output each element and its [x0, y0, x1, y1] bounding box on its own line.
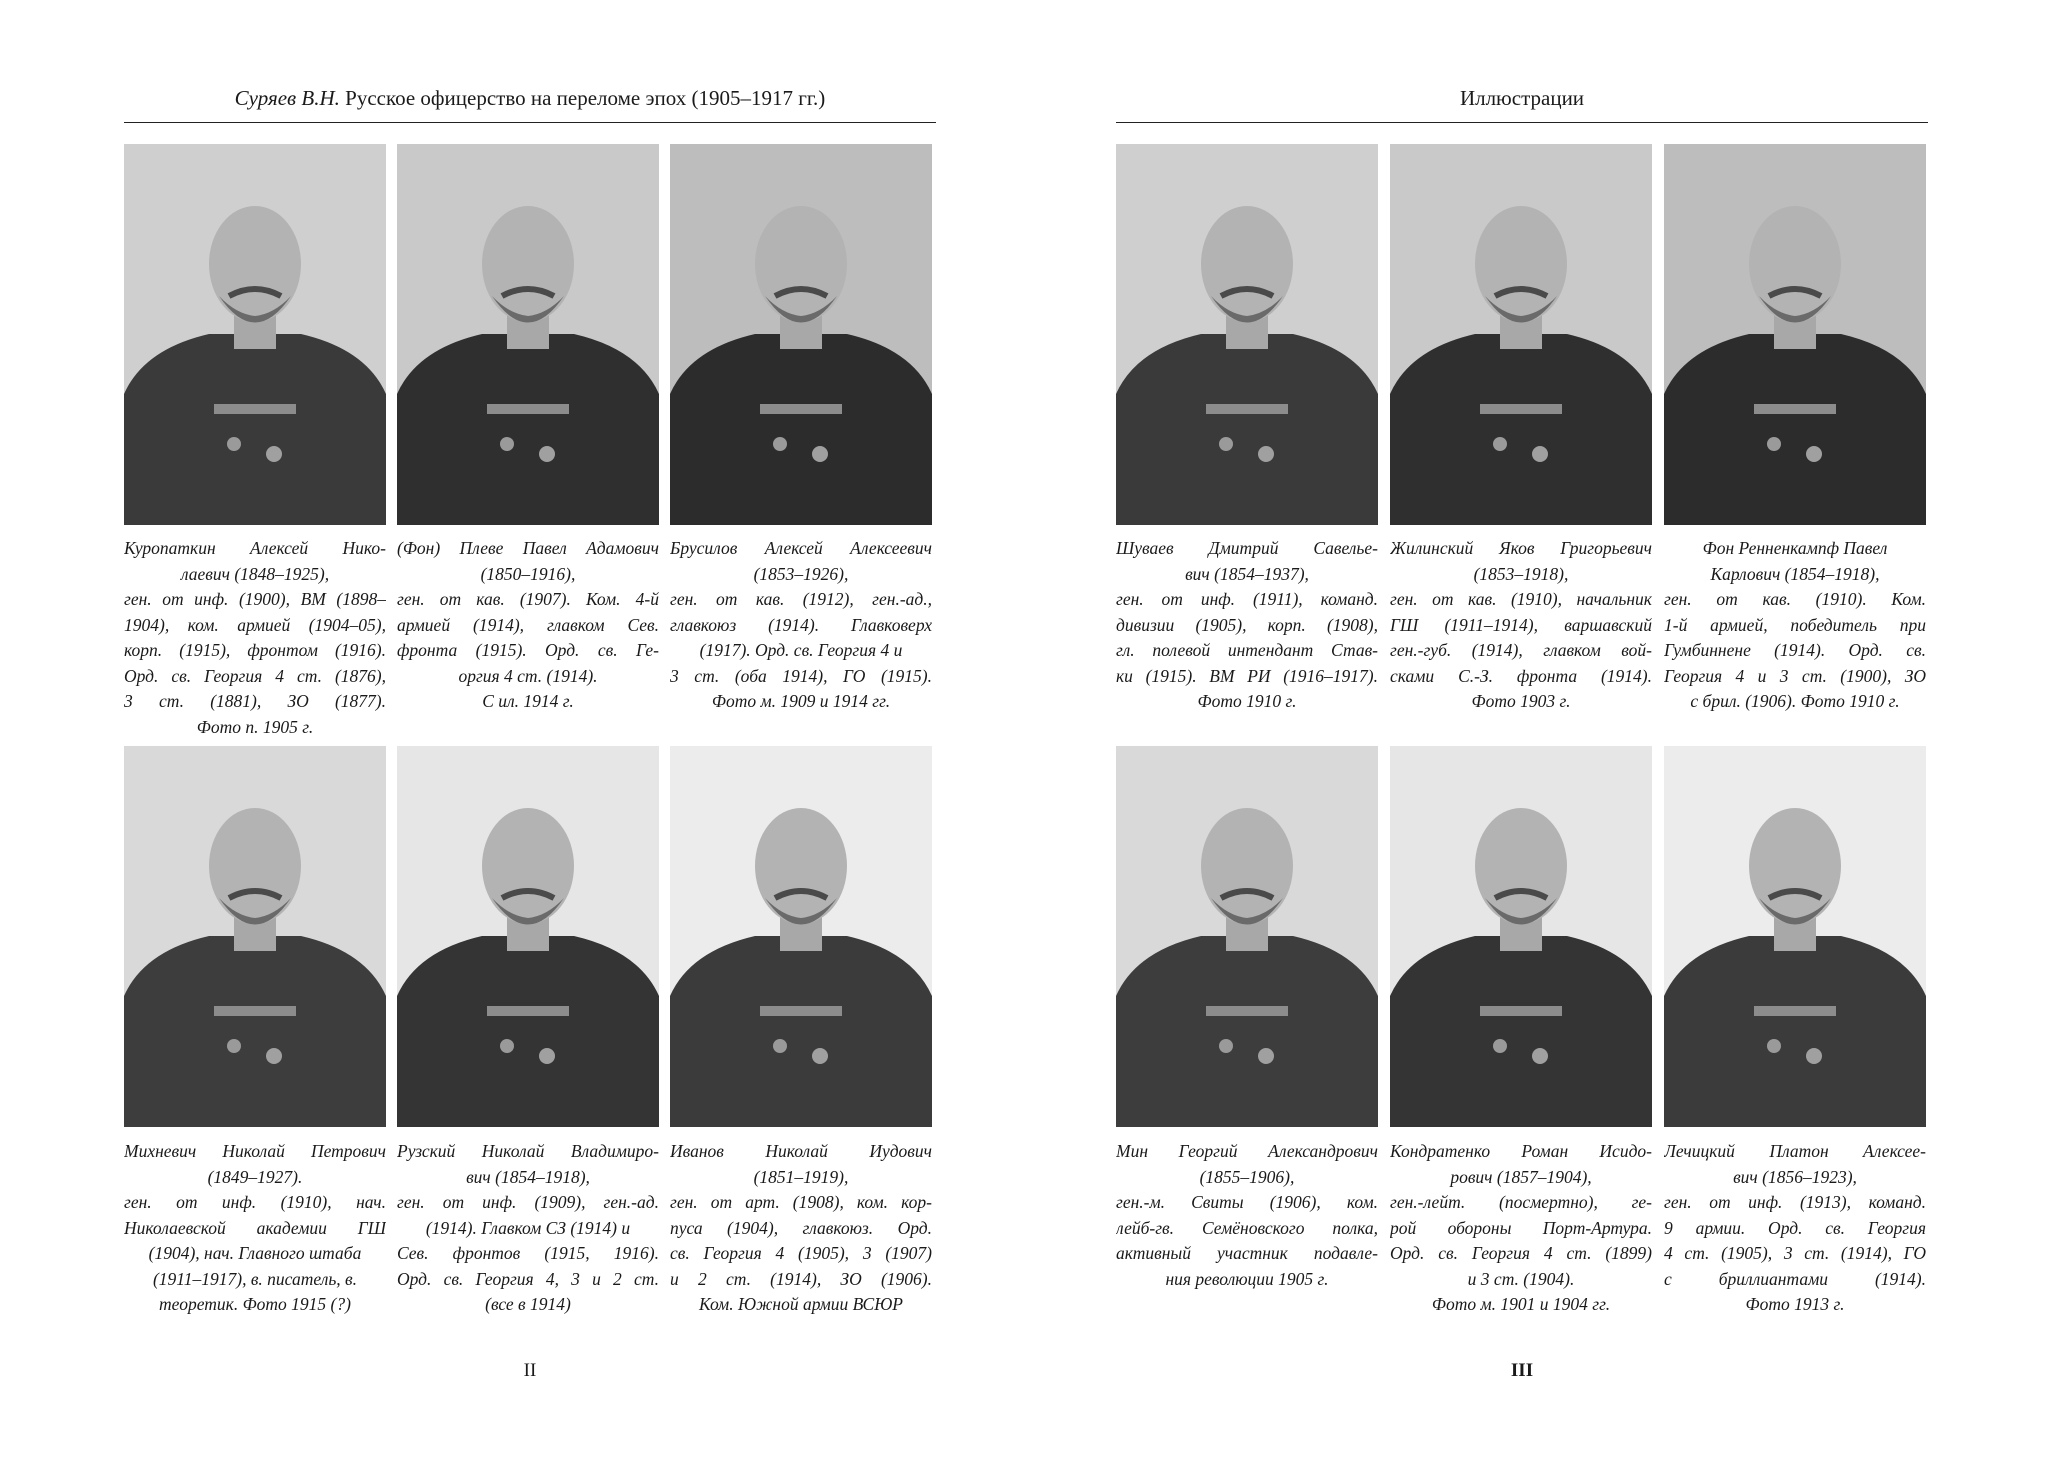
portrait-caption — [397, 536, 659, 715]
portrait-photo — [124, 746, 386, 1127]
caption-line: Рузский Николай Владимиро- — [397, 1141, 659, 1161]
header-rule — [1116, 122, 1928, 123]
caption-line: ген. от кав. (1910), начальник — [1390, 589, 1652, 609]
caption-line: Фото 1913 г. — [1745, 1294, 1845, 1314]
caption-line: ГШ (1911–1914), варшавский — [1390, 614, 1652, 635]
caption-line: Брусилов Алексей Алексеевич — [670, 538, 932, 558]
page-number: III — [1510, 1360, 1534, 1381]
caption-line: ген.-губ. (1914), главком вой- — [1390, 640, 1652, 660]
caption-line: Фон Ренненкампф Павел — [1702, 538, 1888, 558]
portrait-photo — [670, 746, 932, 1127]
caption-line: вич (1854–1937), — [1185, 563, 1309, 584]
caption-line: рович (1857–1904), — [1450, 1166, 1592, 1187]
caption-line: лаевич (1848–1925), — [180, 563, 330, 584]
caption-line: корп. (1915), фронтом (1916). — [124, 640, 386, 660]
caption-line: 1904), ком. армией (1904–05), — [124, 614, 386, 635]
caption-line: Иванов Николай Иудович — [670, 1141, 932, 1161]
caption-line: св. Георгия 4 (1905), 3 (1907) — [670, 1243, 932, 1263]
caption-line: 9 армии. Орд. св. Георгия — [1664, 1217, 1926, 1238]
portrait-image — [124, 746, 386, 1127]
portrait-caption — [1390, 536, 1652, 715]
caption-line: (1917). Орд. св. Георгия 4 и — [699, 640, 903, 660]
caption-line: ген. от кав. (1910). Ком. — [1664, 589, 1926, 609]
portrait-caption — [124, 1139, 386, 1318]
caption-line: Михневич Николай Петрович — [124, 1141, 386, 1161]
portrait-image — [1390, 746, 1652, 1127]
portrait-caption — [397, 1139, 659, 1318]
caption-line: оргия 4 ст. (1914). — [458, 665, 598, 686]
portrait-photo — [1664, 746, 1926, 1127]
caption-line: ген. от инф. (1900), ВМ (1898– — [124, 589, 386, 609]
caption-line: Мин Георгий Александрович — [1116, 1141, 1378, 1161]
caption-line: гл. полевой интендант Став- — [1116, 640, 1378, 660]
caption-line: сками С.-З. фронта (1914). — [1390, 665, 1652, 686]
caption-line: главкоюз (1914). Главковерх — [670, 614, 932, 635]
portrait-caption — [1116, 1139, 1378, 1292]
caption-line: Орд. св. Георгия 4 ст. (1876), — [124, 665, 386, 686]
header-rule — [124, 122, 936, 123]
caption-line: ген. от кав. (1912), ген.-ад., — [670, 589, 932, 609]
caption-line: ния революции 1905 г. — [1165, 1268, 1329, 1289]
caption-line: ки (1915). ВМ РИ (1916–1917). — [1116, 665, 1378, 686]
caption-line: активный участник подавле- — [1116, 1243, 1378, 1263]
caption-line: (1851–1919), — [753, 1166, 849, 1187]
running-head-author: Суряев В.Н. — [234, 86, 340, 110]
caption-line: (1849–1927). — [207, 1166, 303, 1187]
caption-line: с брил. (1906). Фото 1910 г. — [1690, 691, 1900, 711]
caption-line: ген.-м. Свиты (1906), ком. — [1116, 1192, 1378, 1212]
caption-line: ген. от инф. (1911), команд. — [1116, 589, 1378, 609]
caption-line: 1-й армией, победитель при — [1664, 614, 1926, 635]
caption-line: Георгия 4 и 3 ст. (1900), ЗО — [1664, 665, 1926, 686]
caption-line: Николаевской академии ГШ — [124, 1217, 386, 1238]
caption-line: Жилинский Яков Григорьевич — [1390, 538, 1652, 558]
caption-line: армией (1914), главком Сев. — [397, 614, 659, 635]
left-page — [124, 0, 944, 1459]
portrait-caption — [1390, 1139, 1652, 1318]
portrait-photo — [124, 144, 386, 525]
caption-line: (1855–1906), — [1199, 1166, 1295, 1187]
portrait-photo — [1116, 746, 1378, 1127]
portrait-photo — [1116, 144, 1378, 525]
caption-line: теоретик. Фото 1915 (?) — [159, 1294, 351, 1314]
portrait-photo — [1664, 144, 1926, 525]
caption-line: 4 ст. (1905), 3 ст. (1914), ГО — [1664, 1243, 1926, 1263]
portrait-image — [397, 746, 659, 1127]
portrait-caption — [670, 1139, 932, 1318]
caption-line: (1911–1917), в. писатель, в. — [152, 1268, 358, 1289]
running-head-right: Иллюстрации — [1459, 86, 1585, 110]
caption-line: Сев. фронтов (1915, 1916). — [397, 1243, 659, 1263]
caption-line: пуса (1904), главкоюз. Орд. — [670, 1217, 932, 1238]
caption-line: Гумбиннене (1914). Орд. св. — [1664, 640, 1926, 660]
caption-line: (1904), нач. Главного штаба — [148, 1243, 362, 1263]
caption-line: Фото м. 1909 и 1914 гг. — [711, 691, 891, 711]
caption-line: дивизии (1905), корп. (1908), — [1116, 614, 1378, 635]
caption-line: ген. от инф. (1909), ген.-ад. — [397, 1192, 659, 1212]
portrait-image — [1664, 746, 1926, 1127]
portrait-caption — [1664, 1139, 1926, 1318]
caption-line: (1914). Главком СЗ (1914) и — [425, 1217, 631, 1238]
portrait-image — [1116, 746, 1378, 1127]
caption-line: Шуваев Дмитрий Савелье- — [1116, 538, 1378, 558]
caption-line: и 3 ст. (1904). — [1467, 1268, 1575, 1289]
caption-line: и 2 ст. (1914), ЗО (1906). — [670, 1268, 932, 1289]
caption-line: ген. от арт. (1908), ком. кор- — [670, 1192, 932, 1212]
caption-line: Ком. Южной армии ВСЮР — [699, 1294, 903, 1314]
caption-line: вич (1856–1923), — [1733, 1166, 1857, 1187]
caption-line: рой обороны Порт-Артура. — [1390, 1217, 1652, 1238]
caption-line: ген. от инф. (1910), нач. — [124, 1192, 386, 1212]
caption-line: ген. от кав. (1907). Ком. 4-й — [397, 589, 659, 609]
portrait-image — [124, 144, 386, 525]
caption-line: Куропаткин Алексей Нико- — [124, 538, 386, 558]
portrait-image — [670, 144, 932, 525]
running-head-title: Русское офицерство на переломе эпох (1905–1917 гг.) — [345, 86, 826, 110]
caption-line: Фото м. 1901 и 1904 гг. — [1431, 1294, 1611, 1314]
caption-line: Кондратенко Роман Исидо- — [1390, 1141, 1652, 1161]
caption-line: вич (1854–1918), — [466, 1166, 590, 1187]
caption-line: (все в 1914) — [485, 1294, 571, 1314]
caption-line: ген. от инф. (1913), команд. — [1664, 1192, 1926, 1212]
portrait-photo — [397, 144, 659, 525]
portrait-photo — [397, 746, 659, 1127]
caption-line: С ил. 1914 г. — [482, 691, 574, 711]
portrait-caption — [124, 536, 386, 740]
running-head-left — [124, 86, 936, 111]
portrait-image — [670, 746, 932, 1127]
caption-line: лейб-гв. Семёновского полка, — [1116, 1217, 1378, 1238]
caption-line: Фото 1910 г. — [1197, 691, 1297, 711]
portrait-photo — [1390, 144, 1652, 525]
caption-line: ген.-лейт. (посмертно), ге- — [1390, 1192, 1652, 1212]
caption-line: Лечицкий Платон Алексее- — [1664, 1141, 1926, 1161]
caption-line: 3 ст. (1881), ЗО (1877). — [124, 691, 386, 711]
caption-line: с бриллиантами (1914). — [1664, 1268, 1926, 1289]
page-number: II — [523, 1360, 537, 1381]
caption-line: (Фон) Плеве Павел Адамович — [397, 538, 659, 558]
caption-line: Орд. св. Георгия 4, 3 и 2 ст. — [397, 1268, 659, 1289]
caption-line: (1853–1918), — [1473, 563, 1569, 584]
caption-line: Карлович (1854–1918), — [1710, 563, 1880, 584]
caption-line: Орд. св. Георгия 4 ст. (1899) — [1390, 1243, 1652, 1263]
caption-line: 3 ст. (оба 1914), ГО (1915). — [670, 665, 932, 686]
portrait-caption — [1664, 536, 1926, 715]
portrait-image — [1116, 144, 1378, 525]
portrait-image — [1390, 144, 1652, 525]
portrait-image — [397, 144, 659, 525]
caption-line: Фото 1903 г. — [1471, 691, 1571, 711]
portrait-caption — [670, 536, 932, 715]
portrait-photo — [1390, 746, 1652, 1127]
caption-line: фронта (1915). Орд. св. Ге- — [397, 640, 659, 660]
portrait-image — [1664, 144, 1926, 525]
caption-line: Фото п. 1905 г. — [196, 716, 314, 737]
portrait-caption — [1116, 536, 1378, 715]
right-page — [1116, 0, 1936, 1459]
caption-line: (1853–1926), — [753, 563, 849, 584]
portrait-photo — [670, 144, 932, 525]
caption-line: (1850–1916), — [480, 563, 576, 584]
